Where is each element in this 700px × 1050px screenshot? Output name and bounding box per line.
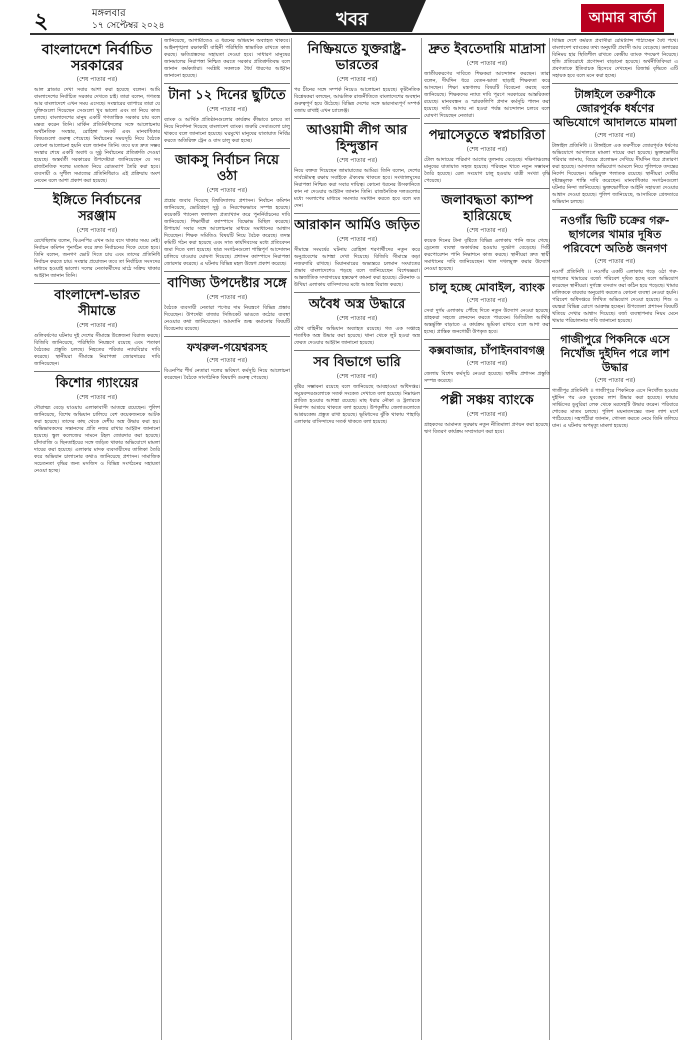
article	[552, 328, 678, 430]
headline: ফখরুল-গয়েশ্বরসহ	[187, 341, 267, 354]
article-body: বিভিন্ন দেশে কর্মরত প্রবাসীরা রেমিট্যান্স পাঠাচ্ছেন বৈধ পথে। বাংলাদেশ ব্যাংকের তথ্য অনুযায়ী প্রবাসী আয় বেড়েছে। ডলারের বিনিময় হার স্থিতিশীল রাখতে কেন্দ্রীয় ব্যাংক পদক্ষেপ নিয়েছে। হুন্ডি প্রতিরোধে প্রণোদনা বাড়ানো হয়েছে। অর্থনীতিবিদরা এ প্রবণতাকে ইতিবাচক হিসেবে দেখছেন। রিজার্ভ বৃদ্ধিতে এটি সহায়ক হবে বলে মনে করা হচ্ছে।	[552, 38, 678, 79]
headline: জাকসু নির্বাচন নিয়ে ওঠা	[175, 153, 279, 184]
article-body: ব্যাংক ও আর্থিক প্রতিষ্ঠানগুলোর কার্যক্রম কীভাবে চলবে তা নিয়ে নির্দেশনা দিয়েছে বাংলাদেশ ব্যাংক। জরুরি সেবাগুলো চালু থাকবে বলে জানানো হয়েছে। ঘরমুখো মানুষের যাতায়াত নির্বিঘ্ন করতে অতিরিক্ত ট্রেন ও বাস চালু করা হচ্ছে।	[164, 117, 290, 144]
article-body: কয়েক দিনের টানা বৃষ্টিতে বিভিন্ন এলাকায় পানি জমে গেছে। ড্রেনেজ ব্যবস্থা অকার্যকর হওয়ায় দুর্ভোগ বেড়েছে। সিটি করপোরেশন পানি নিষ্কাশনে কাজ করছে। স্থানীয়রা দ্রুত স্থায়ী সমাধানের দাবি জানিয়েছেন। খাল দখলমুক্ত করার উদ্যোগ নেওয়া হয়েছে।	[424, 238, 550, 272]
article-body: বৈঠকে ব্যবসায়ী নেতারা পণ্যের দাম নিয়ন্ত্রণে বিভিন্ন প্রস্তাব দিয়েছেন। উপদেষ্টা বাজার সিন্ডিকেট ভাঙতে কঠোর ব্যবস্থা নেওয়ার কথা জানিয়েছেন। আমদানি শুল্ক কমানোর বিষয়টি বিবেচনায় রয়েছে।	[164, 305, 290, 332]
continued-note: (শেষ পাতার পর)	[466, 411, 508, 418]
article	[294, 213, 420, 289]
article-separator	[424, 188, 550, 189]
continued-note: (শেষ পাতার পর)	[76, 76, 118, 83]
article	[294, 118, 420, 210]
column-5	[552, 38, 678, 1040]
article-body: জানিয়েছে, আগামীতেও এ ধরনের অভিযান অব্যাহত থাকবে। আইনশৃঙ্খলা রক্ষাকারী বাহিনী পরিস্থিতি স্বাভাবিক রাখতে কাজ করছে। ক্ষতিগ্রস্তদের সহায়তা দেওয়া হবে। সাধারণ মানুষের জানমালের নিরাপত্তা নিশ্চিত করতে সরকার প্রতিশ্রুতিবদ্ধ বলে জানান কর্মকর্তারা। সংশ্লিষ্ট সকলকে ধৈর্য ধারণের আহ্বান জানানো হয়েছে।	[164, 38, 290, 79]
article-body: জাতীয়করণের দাবিতে শিক্ষকরা আন্দোলন করছেন। তারা বলেন, দীর্ঘদিন ধরে বেতন-ভাতা ছাড়াই শিক্ষকতা করে আসছেন। শিক্ষা মন্ত্রণালয় বিষয়টি বিবেচনা করছে বলে জানিয়েছে। শিক্ষকদের ন্যায্য দাবি পূরণে সরকারের আন্তরিকতা রয়েছে। মানববন্ধন ও স্মারকলিপি প্রদান কর্মসূচি পালন করা হয়েছে। দাবি আদায় না হওয়া পর্যন্ত আন্দোলন চলবে বলে ঘোষণা দিয়েছেন নেতারা।	[424, 71, 550, 119]
article-separator	[164, 271, 290, 272]
article-separator	[294, 213, 420, 214]
continued-note: (শেষ পাতার পর)	[594, 377, 636, 384]
article-separator	[552, 209, 678, 210]
article-separator	[552, 83, 678, 84]
article-separator	[424, 388, 550, 389]
article	[34, 283, 160, 368]
continued-note: (শেষ পাতার পর)	[76, 394, 118, 401]
article-body: গ্রাহকদের আমানত সুরক্ষায় নতুন নীতিমালা প্রণয়ন করা হয়েছে। ঋণ বিতরণ কার্যক্রম সম্প্রসারণ করা হবে।	[424, 422, 550, 435]
article	[164, 83, 290, 145]
continued-note: (শেষ পাতার পর)	[76, 322, 118, 329]
continued-note: (শেষ পাতার পর)	[336, 76, 378, 83]
article-body: নিয়ে বক্তব্য দিয়েছেন জামায়াতের আমির। তিনি বলেন, দেশের সার্বভৌমত্ব রক্ষায় সবাইকে ঐক্যবদ্ধ থাকতে হবে। সংখ্যালঘুদের নিরাপত্তা নিশ্চিত করা সবার দায়িত্ব। কোনো ধরনের উসকানিতে কান না দেওয়ার আহ্বান জানান তিনি। রাজনৈতিক দলগুলোর মধ্যে সংলাপের মাধ্যমে সমস্যার সমাধান করতে হবে বলে মত দেন।	[294, 168, 420, 209]
continued-note: (শেষ পাতার পর)	[336, 157, 378, 164]
weekday: মঙ্গলবার	[92, 8, 126, 19]
headline: গাজীপুরে পিকনিকে এসে নিখোঁজ দুইদিন পরে লাশ উদ্ধার	[560, 333, 670, 374]
header-rule	[30, 33, 674, 35]
article	[424, 188, 550, 273]
article-body: সেবা দুর্গম এলাকায় পৌঁছে দিতে নতুন উদ্যোগ নেওয়া হয়েছে। গ্রাহকরা সহজে লেনদেন করতে পারবেন। ডিজিটাল আর্থিক অন্তর্ভুক্তি বাড়াতে এ কার্যক্রম ভূমিকা রাখবে বলে আশা করা হচ্ছে। প্রান্তিক জনগোষ্ঠী উপকৃত হবে।	[424, 308, 550, 335]
article	[294, 292, 420, 347]
headline: পদ্মাসেতুতে স্বপ্নচারিতা	[428, 128, 546, 143]
article	[552, 38, 678, 80]
article-separator	[552, 328, 678, 329]
column-1	[34, 38, 160, 1040]
article-body: দৌরাত্ম্য বেড়ে যাওয়ায় এলাকাবাসী আতঙ্কে রয়েছেন। পুলিশ জানিয়েছে, বিশেষ অভিযান চালিয়ে বেশ কয়েকজনকে আটক করা হয়েছে। তাদের কাছ থেকে দেশীয় অস্ত্র উদ্ধার করা হয়। অভিভাবকদের সন্তানদের প্রতি নজর রাখার আহ্বান জানানো হয়েছে। স্কুল কলেজের সামনে টহল জোরদার করা হয়েছে। চাঁদাবাজি ও ছিনতাইয়ের সঙ্গে জড়িত থাকার অভিযোগে মামলা দায়ের করা হয়েছে। এলাকার মাদক ব্যবসায়ীদের তালিকা তৈরি করে অভিযান চালানোর কথাও জানিয়েছে প্রশাসন। সামাজিক সচেতনতা বৃদ্ধির জন্য মসজিদ ও বিভিন্ন সংগঠনের সহায়তা নেওয়া হচ্ছে।	[34, 405, 160, 474]
article-separator	[164, 83, 290, 84]
column-4	[424, 38, 550, 1040]
column-divider	[291, 38, 292, 1040]
article	[424, 339, 550, 385]
date: ১৭ সেপ্টেম্বর ২০২৪	[92, 21, 165, 31]
headline: টানা ১২ দিনের ছুটিতে	[168, 88, 286, 103]
article	[164, 271, 290, 333]
continued-note: (শেষ পাতার পর)	[466, 360, 508, 367]
article	[424, 123, 550, 185]
article-separator	[34, 188, 160, 189]
article-body: জেলায় বিশেষ কর্মসূচি নেওয়া হয়েছে। স্থানীয় প্রশাসন প্রস্তুতি সম্পন্ন করেছে।	[424, 371, 550, 384]
headline: আওয়ামী লীগ আর হিন্দুস্তান	[306, 123, 408, 154]
headline: টাঙ্গাইলে তরুণীকে জোরপূর্বক ধর্ষণের অভিযোগে আদালতে মামলা	[553, 88, 677, 129]
continued-note: (শেষ পাতার পর)	[206, 357, 248, 364]
article-separator	[164, 148, 290, 149]
article-body: যৌথ বাহিনীর অভিযান অব্যাহত রয়েছে। গত এক সপ্তাহে শতাধিক অস্ত্র উদ্ধার করা হয়েছে। থানা থেকে লুট হওয়া অস্ত্র ফেরত দেওয়ার আহ্বান জানানো হয়েছে।	[294, 326, 420, 346]
article-separator	[294, 350, 420, 351]
headline: বাংলাদেশে নির্বাচিত সরকারের	[41, 42, 153, 74]
headline: সব বিভাগে ভারি	[313, 355, 401, 370]
continued-note: (শেষ পাতার পর)	[76, 227, 118, 234]
headline: জলাবদ্ধতা ক্যাম্প হারিয়েছে	[441, 193, 533, 224]
article	[164, 148, 290, 268]
article	[34, 188, 160, 280]
continued-note: (শেষ পাতার পর)	[206, 106, 248, 113]
continued-note: (শেষ পাতার পর)	[206, 187, 248, 194]
section-title: খবর	[336, 9, 368, 30]
article-separator	[294, 118, 420, 119]
article	[34, 371, 160, 475]
article	[34, 42, 160, 185]
article-body: বিএনপির শীর্ষ নেতারা দলের ভবিষ্যৎ কর্মসূচি নিয়ে আলোচনা করেছেন। বৈঠকে সাংগঠনিক বিষয়াদি গুরুত্ব পেয়েছে।	[164, 368, 290, 381]
headline: ইঙ্গিতে নির্বাচনের সরঞ্জাম	[52, 193, 142, 224]
article-body: গুলিবর্ষণের ঘটনায় দুই দেশের সীমান্তে উত্তেজনা বিরাজ করছে। বিজিবি জানিয়েছে, পরিস্থিতি নিয়ন্ত্রণে রয়েছে এবং পতাকা বৈঠকের প্রস্তুতি চলছে। নিহতের পরিবার ন্যায়বিচার দাবি করেছে। স্থানীয়রা সীমান্তে নিরাপত্তা জোরদারের দাবি জানিয়েছেন।	[34, 333, 160, 367]
continued-note: (শেষ পাতার পর)	[594, 258, 636, 265]
headline: কক্সবাজার, চাঁপাইনবাবগঞ্জ	[429, 344, 545, 357]
article-separator	[424, 123, 550, 124]
article-separator	[164, 336, 290, 337]
headline: অবৈধ অস্ত্র উদ্ধারে	[308, 297, 406, 312]
headline: কিশোর গ্যাংয়ের	[55, 376, 139, 391]
article	[294, 42, 420, 115]
article-body: পর চীনের সঙ্গে সম্পর্ক নিয়েও আলোচনা হয়েছে। কূটনৈতিক বিশ্লেষকরা বলছেন, আঞ্চলিক রাজনীতিতে বাংলাদেশের অবস্থান গুরুত্বপূর্ণ হয়ে উঠেছে। বিভিন্ন দেশের সঙ্গে ভারসাম্যপূর্ণ সম্পর্ক বজায় রাখাই এখন চ্যালেঞ্জ।	[294, 87, 420, 114]
newspaper-logo: আমার বার্তা	[581, 4, 664, 32]
article-body: নওগাঁ প্রতিনিধি ।। নওগাঁর একটি এলাকায় গড়ে ওঠা গরু-ছাগলের খামারের বর্জ্যে পরিবেশ দূষিত হচ্ছে বলে অভিযোগ করেছেন স্থানীয়রা। দুর্গন্ধে বসবাস করা কঠিন হয়ে পড়েছে। খামার মালিককে বারবার অনুরোধ করলেও কোনো ব্যবস্থা নেওয়া হয়নি। পরিবেশ অধিদপ্তরে লিখিত অভিযোগ দেওয়া হয়েছে। শিশু ও বয়স্করা বিভিন্ন রোগে আক্রান্ত হচ্ছেন। উপজেলা প্রশাসন বিষয়টি খতিয়ে দেখার আশ্বাস দিয়েছে। বর্জ্য ব্যবস্থাপনার নিয়ম মেনে খামার পরিচালনার দাবি জানানো হয়েছে।	[552, 269, 678, 324]
article-body: টাঙ্গাইল প্রতিনিধি ।। টাঙ্গাইলে এক তরুণীকে জোরপূর্বক ধর্ষণের অভিযোগে আদালতে মামলা দায়ের করা হয়েছে। ভুক্তভোগীর পরিবার জানায়, বিয়ের প্রলোভন দেখিয়ে দীর্ঘদিন ধরে প্রতারণা করা হয়েছে। আদালত অভিযোগ আমলে নিয়ে পুলিশকে তদন্তের নির্দেশ দিয়েছেন। অভিযুক্ত পলাতক রয়েছে। স্থানীয়রা দোষীর দৃষ্টান্তমূলক শাস্তি দাবি করেছেন। মানবাধিকার সংগঠনগুলো ঘটনার নিন্দা জানিয়েছে। ভুক্তভোগীকে আইনি সহায়তা দেওয়ার আশ্বাস দেওয়া হয়েছে। পুলিশ জানিয়েছে, আসামিকে গ্রেফতারে অভিযান চলছে।	[552, 143, 678, 205]
page-number: ২	[34, 8, 49, 34]
headline: বাণিজ্য উপদেষ্টার সঙ্গে	[167, 276, 287, 291]
continued-note: (শেষ পাতার পর)	[336, 315, 378, 322]
headline: চালু হচ্ছে মোবাইল, ব্যাংক	[429, 281, 545, 294]
article	[294, 350, 420, 426]
article-body: সীমান্তে সংঘর্ষের ঘটনায় রোহিঙ্গা শরণার্থীদের নতুন করে অনুপ্রবেশের আশঙ্কা দেখা দিয়েছে। বিজিবি সীমান্তে কড়া নজরদারি রাখছে। মিয়ানমারের অভ্যন্তরে চলমান সংঘাতের প্রভাব বাংলাদেশেও পড়ছে বলে জানিয়েছেন বিশেষজ্ঞরা। আন্তর্জাতিক সম্প্রদায়ের হস্তক্ষেপ কামনা করা হয়েছে। টেকনাফ ও উখিয়া এলাকায় বাসিন্দাদের মধ্যে আতঙ্ক বিরাজ করছে।	[294, 247, 420, 288]
headline: পল্লী সঞ্চয় ব্যাংকে	[440, 393, 534, 408]
article-separator	[34, 283, 160, 284]
continued-note: (শেষ পাতার পর)	[594, 132, 636, 139]
column-3	[294, 38, 420, 1040]
continued-note: (শেষ পাতার পর)	[466, 297, 508, 304]
article	[424, 276, 550, 336]
article-body: আল ব্লাডার দেখা সবার আশা করা হয়েছে বলেন। আমি বাংলাদেশের নির্বাচিত সরকার দেখতে চাই। তারা বলেন, গণতন্ত্র আর বাংলাদেশে এখন সময় এসেছে। সংস্কারের ব্যাপারে তারা যে যুক্তিগুলো দিয়েছেন সেগুলো খুব ভালো এবং তা নিয়ে কাজ চলছে। বাংলাদেশের মানুষ একটি গণতান্ত্রিক সরকার চায় বলে মন্তব্য করেন তিনি। মার্কিন প্রতিনিধিদলের সঙ্গে আলোচনায় অর্থনৈতিক সংস্কার, রোহিঙ্গা সংকট এবং মানবাধিকার বিষয়গুলো গুরুত্ব পেয়েছে। নির্বাচনের সময়সূচি নিয়ে বৈঠকে কোনো আলোচনা হয়নি বলে জানান তিনি। তবে যত দ্রুত সম্ভব সংস্কার শেষে একটি অবাধ ও সুষ্ঠু নির্বাচনের প্রতিশ্রুতি দেওয়া হয়েছে। অন্তর্বর্তী সরকারের উপদেষ্টারা জানিয়েছেন যে সব রাজনৈতিক দলের মতামত নিয়ে রোডম্যাপ তৈরি করা হবে। ব্যবসায়ী ও সুশীল সমাজের প্রতিনিধিরাও এই প্রক্রিয়ায় অংশ নেবেন বলে আশা প্রকাশ করা হয়েছে।	[34, 87, 160, 184]
headline: আরাকান আর্মিও জড়িত	[294, 218, 420, 233]
headline: বাংলাদেশ-ভারত সীমান্তে	[54, 288, 140, 319]
article-body: প্রশ্নের জবাব দিয়েছে বিশ্ববিদ্যালয় প্রশাসন। নির্বাচন কমিশন জানিয়েছে, ভোটগ্রহণ সুষ্ঠু ও নিরপেক্ষভাবে সম্পন্ন হয়েছে। কয়েকটি প্যানেল ফলাফল প্রত্যাখ্যান করে পুনর্নির্বাচনের দাবি জানিয়েছে। শিক্ষার্থীরা ক্যাম্পাসে বিক্ষোভ মিছিল করেছে। উপাচার্য সবার সঙ্গে আলোচনার মাধ্যমে সমাধানের আশ্বাস দিয়েছেন। শিক্ষক সমিতিও বিষয়টি নিয়ে বৈঠক করেছে। তদন্ত কমিটি গঠন করা হয়েছে এবং সাত কার্যদিবসের মধ্যে প্রতিবেদন জমা দিতে বলা হয়েছে। ছাত্র সংগঠনগুলো শান্তিপূর্ণ আন্দোলন চালিয়ে যাওয়ার ঘোষণা দিয়েছে। প্রশাসন ক্যাম্পাসে নিরাপত্তা জোরদার করেছে। এ ঘটনায় বিভিন্ন মহল উদ্বেগ প্রকাশ করেছে।	[164, 198, 290, 267]
article-separator	[34, 371, 160, 372]
article-separator	[424, 276, 550, 277]
article-body: টোল আদায়ের পরিমাণ আগের তুলনায় বেড়েছে। দক্ষিণাঞ্চলের মানুষের যাতায়াত সহজ হয়েছে। পরিবহন খাতে নতুন সম্ভাবনা তৈরি হয়েছে। রেল সংযোগ চালু হওয়ায় যাত্রী সংখ্যা বৃদ্ধি পেয়েছে।	[424, 157, 550, 184]
article-body: রেখেছিলাম বলেন, বিএনপির এখন আর বসে থাকার সময় নেই। নির্বাচন কমিশন পুনর্গঠন করে দ্রুত নির্বাচনের দিকে যেতে হবে। তিনি বলেন, জনগণ ভোট দিতে চায় এবং তাদের প্রতিনিধি নির্বাচন করতে চায়। সংস্কার প্রয়োজন তবে তা নির্বাচিত সংসদের মাধ্যমে হওয়াই ভালো। দলের নেতাকর্মীদের মাঠে সক্রিয় থাকার আহ্বান জানান তিনি।	[34, 238, 160, 279]
article-separator	[294, 292, 420, 293]
article	[424, 388, 550, 436]
article	[424, 42, 550, 120]
column-2	[164, 38, 290, 1040]
article-body: বৃষ্টির সম্ভাবনা রয়েছে বলে জানিয়েছে আবহাওয়া অধিদপ্তর। সমুদ্রবন্দরগুলোকে সতর্ক সংকেত দেখাতে বলা হয়েছে। নিম্নাঞ্চল প্লাবিত হওয়ার আশঙ্কা রয়েছে। মাছ ধরার নৌকা ও ট্রলারকে নিরাপদ আশ্রয়ে থাকতে বলা হয়েছে। উপকূলীয় জেলাগুলোতে আশ্রয়কেন্দ্র প্রস্তুত রাখা হয়েছে। ভূমিধসের ঝুঁকি থাকায় পাহাড়ি এলাকার বাসিন্দাদের সতর্ক থাকতে বলা হয়েছে।	[294, 384, 420, 425]
column-divider	[421, 38, 422, 1040]
continued-note: (শেষ পাতার পর)	[466, 146, 508, 153]
article	[164, 38, 290, 80]
column-divider	[161, 38, 162, 1040]
continued-note: (শেষ পাতার পর)	[336, 236, 378, 243]
headline: নিষ্ক্রিয়তে যুক্তরাষ্ট্র-ভারতের	[307, 42, 407, 73]
continued-note: (শেষ পাতার পর)	[466, 227, 508, 234]
continued-note: (শেষ পাতার পর)	[466, 60, 508, 67]
article-separator	[424, 339, 550, 340]
article	[552, 209, 678, 325]
continued-note: (শেষ পাতার পর)	[206, 294, 248, 301]
article	[164, 336, 290, 382]
article-body: গাজীপুর প্রতিনিধি ।। গাজীপুরে পিকনিকে এসে নিখোঁজ হওয়ার দুইদিন পর এক যুবকের লাশ উদ্ধার করা হয়েছে। ফায়ার সার্ভিসের ডুবুরিরা লেক থেকে মরদেহটি উদ্ধার করেন। পরিবারে শোকের মাতম চলছে। পুলিশ ময়নাতদন্তের জন্য লাশ মর্গে পাঠিয়েছে। সহপাঠীরা জানান, গোসল করতে নেমে তিনি তলিয়ে যান। এ ঘটনায় অপমৃত্যু মামলা হয়েছে।	[552, 388, 678, 429]
article	[552, 83, 678, 206]
headline: দ্রুত ইবতেদায়ি মাদ্রাসা	[428, 42, 546, 57]
continued-note: (শেষ পাতার পর)	[336, 373, 378, 380]
headline: নওগাঁর ভিটি চক্রের গরু-ছাগলের খামার দূষিত পরিবেশে অতিষ্ঠ জনগণ	[560, 214, 670, 255]
